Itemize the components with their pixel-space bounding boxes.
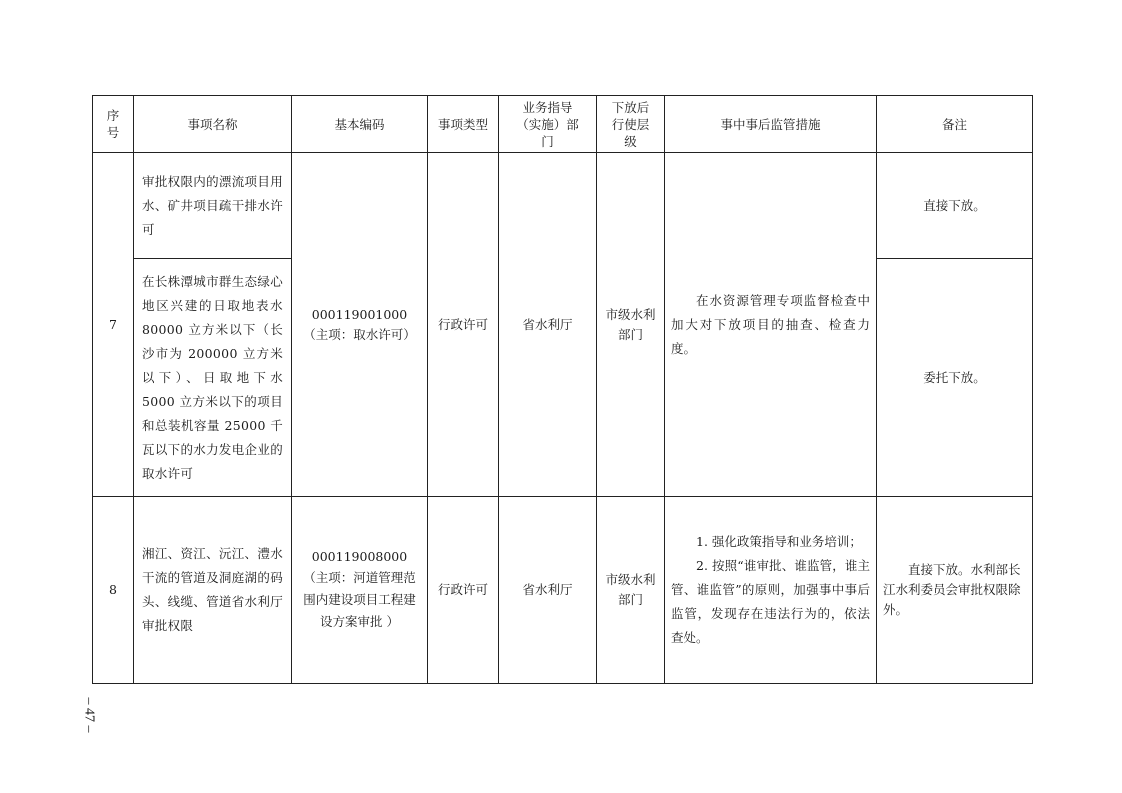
row8-type: 行政许可 bbox=[428, 497, 499, 684]
header-level: 下放后行使层级 bbox=[597, 96, 665, 153]
row7-remark-b: 委托下放。 bbox=[877, 259, 1033, 497]
row8-code-note: （主项：河道管理范围内建设项目工程建设方案审批 ） bbox=[303, 570, 416, 629]
header-code: 基本编码 bbox=[292, 96, 428, 153]
row7-name-b: 在长株潭城市群生态绿心地区兴建的日取地表水 80000 立方米以下（长沙市为 200000 立方米以下）、日取地下水 5000 立方米以下的项目和总装机容量 25000 千瓦以下的水力发电企业的取水许可 bbox=[134, 259, 292, 497]
header-remark: 备注 bbox=[877, 96, 1033, 153]
row7-code: 000119001000 bbox=[311, 306, 408, 322]
page-number-text: – 47 – bbox=[81, 697, 96, 733]
row7-seq: 7 bbox=[93, 153, 134, 497]
page-number bbox=[74, 688, 102, 742]
header-name: 事项名称 bbox=[134, 96, 292, 153]
row7-name-a: 审批权限内的漂流项目用水、矿井项目疏干排水许可 bbox=[134, 153, 292, 259]
row7-code-note: （主项：取水许可） bbox=[303, 326, 416, 342]
header-measures: 事中事后监管措施 bbox=[665, 96, 877, 153]
row8-dept: 省水利厅 bbox=[499, 497, 597, 684]
row8-level: 市级水利部门 bbox=[597, 497, 665, 684]
row8-code-cell bbox=[292, 497, 428, 684]
row8-seq: 8 bbox=[93, 497, 134, 684]
policy-table bbox=[92, 95, 1033, 684]
row7-type: 行政许可 bbox=[428, 153, 499, 497]
table-row bbox=[93, 153, 1033, 259]
header-type: 事项类型 bbox=[428, 96, 499, 153]
row8-measures-cell bbox=[665, 497, 877, 684]
header-dept: 业务指导（实施）部门 bbox=[499, 96, 597, 153]
row7-code-cell bbox=[292, 153, 428, 497]
row7-measures-cell bbox=[665, 153, 877, 497]
row7-remark-a: 直接下放。 bbox=[877, 153, 1033, 259]
row8-code: 000119008000 bbox=[311, 549, 408, 564]
row8-measure-1: 1. 强化政策指导和业务培训； bbox=[696, 534, 862, 549]
row7-dept: 省水利厅 bbox=[499, 153, 597, 497]
row7-level: 市级水利部门 bbox=[597, 153, 665, 497]
row7-measures: 在水资源管理专项监督检查中加大对下放项目的抽查、检查力度。 bbox=[671, 292, 870, 356]
row8-name: 湘江、资江、沅江、澧水干流的管道及洞庭湖的码头、线缆、管道省水利厅审批权限 bbox=[134, 497, 292, 684]
header-seq: 序号 bbox=[93, 96, 134, 153]
table-row bbox=[93, 497, 1033, 684]
row8-measure-2: 2. 按照“谁审批、谁监管，谁主管、谁监管”的原则，加强事中事后监管，发现存在违法行为的，依法查处。 bbox=[671, 558, 870, 645]
row8-remark: 直接下放。水利部长江水利委员会审批权限除外。 bbox=[877, 497, 1033, 684]
header-row bbox=[93, 96, 1033, 153]
